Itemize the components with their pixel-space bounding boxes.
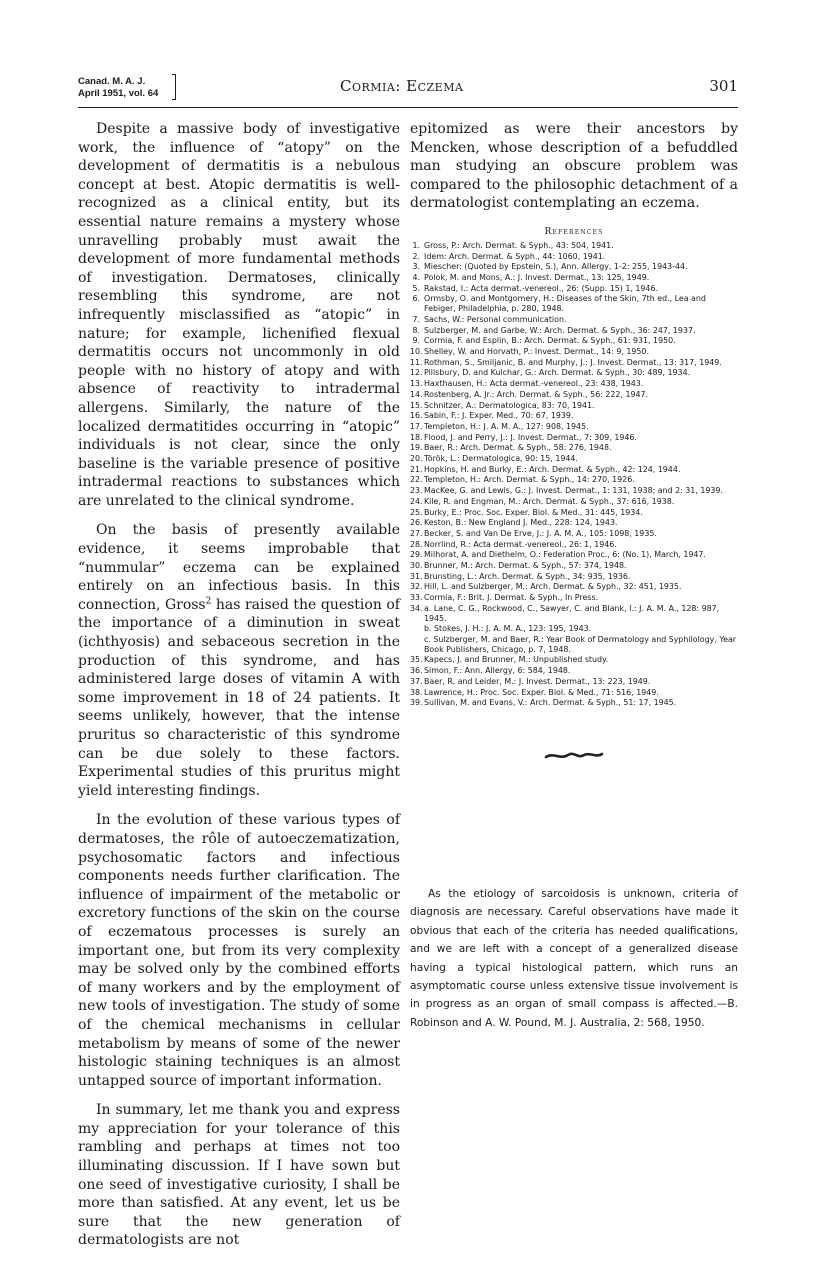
reference-number: 33. <box>410 593 423 603</box>
reference-item <box>410 262 738 272</box>
reference-number <box>410 635 424 654</box>
reference-number: 39. <box>410 698 423 708</box>
reference-number: 6. <box>412 294 420 304</box>
reference-item <box>410 497 738 507</box>
reference-text: Templeton, H.: J. A. M. A., 127: 908, 1945. <box>424 421 589 431</box>
references-heading: References <box>544 226 604 237</box>
reference-item <box>410 315 738 325</box>
paragraph-nummular <box>78 521 400 800</box>
reference-text: b. Stokes, J. H.: J. A. M. A., 123: 195, 1943. <box>424 624 592 634</box>
paragraph-summary: In summary, let me thank you and express my appreciation for your tolerance of this rambling and perhaps at times not too illuminating discussion. If I have sown but one seed of investigative curiosity, I shall be more than satisfied. At any event, let us be sure that the new generation of dermatologists are not <box>78 1102 400 1249</box>
reference-number: 35. <box>410 655 423 665</box>
reference-number: 2. <box>412 251 420 261</box>
reference-item <box>410 550 738 560</box>
reference-number: 5. <box>412 283 420 293</box>
reference-item <box>410 294 738 313</box>
reference-item <box>410 241 738 251</box>
reference-item <box>410 624 738 634</box>
reference-text: Kile, R. and Engman, M.: Arch. Dermat. & Syph., 37: 616, 1938. <box>424 496 675 506</box>
reference-number: 17. <box>410 421 423 431</box>
reference-text: Cormia, F. and Esplin, B.: Arch. Dermat. & Syph., 61: 931, 1950. <box>424 336 676 346</box>
reference-text: MacKee, G. and Lewis, G.: J. Invest. Dermat., 1: 131, 1938; and 2: 31, 1939. <box>424 486 723 496</box>
reference-text: Burky, E.: Proc. Soc. Exper. Biol. & Med., 31: 445, 1934. <box>424 507 643 517</box>
reference-text: Hill, L. and Sulzberger, M.: Arch. Dermat. & Syph., 32: 451, 1935. <box>424 582 682 592</box>
reference-number: 11. <box>410 357 423 367</box>
reference-number: 27. <box>410 528 423 538</box>
bracket-divider <box>172 74 176 100</box>
reference-text: Haxthausen, H.: Acta dermat.-venereol., 23: 438, 1943. <box>424 379 644 389</box>
journal-name: Canad. M. A. J. <box>78 76 146 87</box>
paragraph-continuation: epitomized as were their ancestors by Mencken, whose description of a befuddled man studying an obscure problem was compared to the philosophic detachment of a dermatologist contemplating an eczema. <box>410 121 738 212</box>
reference-number: 37. <box>410 676 423 686</box>
reference-number: 3. <box>412 262 420 272</box>
reference-number: 32. <box>410 582 423 592</box>
reference-item <box>410 475 738 485</box>
reference-text: Rakstad, I.: Acta dermat.-venereol., 26: (Supp. 15) 1, 1946. <box>424 283 658 293</box>
reference-item <box>410 572 738 582</box>
reference-number: 4. <box>412 273 420 283</box>
reference-text: Hopkins, H. and Burky, E.: Arch. Dermat. & Syph., 42: 124, 1944. <box>424 464 681 474</box>
reference-number: 10. <box>410 347 423 356</box>
journal-citation <box>78 76 158 99</box>
reference-text: Gross, P.: Arch. Dermat. & Syph., 43: 504, 1941. <box>424 240 614 250</box>
reference-number: 14. <box>410 389 423 399</box>
reference-item <box>410 347 738 357</box>
reference-number: 29. <box>410 550 423 560</box>
right-column <box>410 120 738 762</box>
reference-number: 13. <box>410 379 423 389</box>
reference-text: a. Lane, C. G., Rockwood, C., Sawyer, C. and Blank, I.: J. A. M. A., 128: 987, 1945. <box>424 603 720 623</box>
reference-item <box>410 677 738 687</box>
reference-item <box>410 252 738 262</box>
reference-item <box>410 433 738 443</box>
reference-text: Polok, M. and Mons, A.: J. Invest. Dermat., 13: 125, 1949. <box>424 273 650 283</box>
reference-item <box>410 529 738 539</box>
reference-text: Sulzberger, M. and Garbe, W.: Arch. Dermat. & Syph., 36: 247, 1937. <box>424 325 696 335</box>
reference-text: Rostenberg, A. Jr.: Arch. Dermat. & Syph., 56: 222, 1947. <box>424 389 649 399</box>
reference-text: c. Sulzberger, M. and Baer, R.: Year Book of Dermatology and Syphilology, Year Book Publishers, Chicago, p. 7, 1948. <box>424 634 737 654</box>
reference-item <box>410 326 738 336</box>
reference-text: Idem: Arch. Dermat. & Syph., 44: 1060, 1941. <box>424 251 606 261</box>
reference-item <box>410 540 738 550</box>
reference-number: 22. <box>410 475 423 485</box>
citation-superscript: 2 <box>205 596 212 607</box>
paragraph-evolution: In the evolution of these various types of dermatoses, the rôle of autoeczematization, psychosomatic factors and infectious components needs further clarification. The influence of impairment of the metabolic or excretory functions of the skin on the course of eczematous processes is surely an important one, but from its very complexity may be solved only by the combined efforts of many workers and by the employment of new tools of investigation. The study of some of the chemical mechanisms in cellular metabolism by means of some of the newer histologic staining techniques is an almost untapped source of important information. <box>78 812 400 1089</box>
reference-item <box>410 561 738 571</box>
reference-number: 30. <box>410 561 423 571</box>
reference-number: 31. <box>410 571 423 581</box>
reference-item <box>410 390 738 400</box>
reference-text: Shelley, W. and Horvath, P.: Invest. Dermat., 14: 9, 1950. <box>424 347 649 356</box>
reference-number: 1. <box>412 240 420 250</box>
reference-item <box>410 604 738 623</box>
reference-number: 15. <box>410 400 423 410</box>
page-header <box>78 72 738 108</box>
reference-item <box>410 358 738 368</box>
reference-number: 8. <box>412 325 420 335</box>
reference-text: Milhorat, A. and Diethelm, O.: Federation Proc., 6: (No. 1), March, 1947. <box>424 550 706 560</box>
reference-number <box>410 624 424 634</box>
reference-text: Keston, B.: New England J. Med., 228: 124, 1943. <box>424 518 618 528</box>
reference-text: Flood, J. and Perry, J.: J. Invest. Dermat., 7: 309, 1946. <box>424 432 637 442</box>
reference-number: 16. <box>410 411 423 421</box>
reference-text: Ormsby, O. and Montgomery, H.: Diseases of the Skin, 7th ed., Lea and Febiger, Philadelphia, p. 280, 1948. <box>424 294 706 314</box>
reference-item <box>410 465 738 475</box>
reference-text: Baer, R.: Arch. Dermat. & Syph., 58: 276, 1948. <box>424 443 612 453</box>
paragraph-nummular-text-b: has raised the question of the importance of a diminution in sweat (ichthyosis) and sebaceous secretion in the production of this syndrome, and has administered large doses of vitamin A with some improvement in 18 of 24 patients. It seems unlikely, however, that the intense pruritus so characteristic of this syndrome can be due solely to these factors. Experimental studies of this pruritus might yield interesting findings. <box>78 596 400 799</box>
reference-item <box>410 411 738 421</box>
reference-text: Rothman, S., Smiljanic, B. and Murphy, J.: J. Invest. Dermat., 13: 317, 1949. <box>424 357 722 367</box>
reference-text: Miescher: (Quoted by Epstein, S.), Ann. Allergy, 1-2: 255, 1943-44. <box>424 262 688 272</box>
reference-item <box>410 655 738 665</box>
reference-text: Török, L.: Dermatologica, 90: 15, 1944. <box>424 454 578 464</box>
reference-text: Pillsbury, D. and Kulchar, G.: Arch. Dermat. & Syph., 30: 489, 1934. <box>424 368 691 378</box>
reference-number: 19. <box>410 443 423 453</box>
reference-number: 24. <box>410 496 423 506</box>
reference-item <box>410 422 738 432</box>
reference-text: Becker, S. and Van De Erve, J.: J. A. M. A., 105: 1098, 1935. <box>424 528 657 538</box>
reference-item <box>410 582 738 592</box>
reference-text: Templeton, H.: Arch. Dermat. & Syph., 14: 270, 1926. <box>424 475 635 485</box>
reference-item <box>410 593 738 603</box>
reference-text: Brunsting, L.: Arch. Dermat. & Syph., 34: 935, 1936. <box>424 571 631 581</box>
reference-number: 34. <box>410 603 423 613</box>
reference-item <box>410 336 738 346</box>
reference-text: Kapecs, J. and Brunner, M.: Unpublished study. <box>424 655 609 665</box>
section-ornament-icon <box>544 748 604 762</box>
journal-issue: April 1951, vol. 64 <box>78 87 159 99</box>
reference-item <box>410 401 738 411</box>
reference-item <box>410 635 738 654</box>
reference-text: Norrlind, R.: Acta dermat.-venereol., 26: 1, 1946. <box>424 539 617 549</box>
reference-number: 26. <box>410 518 423 528</box>
reference-text: Baer, R. and Leider, M.: J. Invest. Dermat., 13: 223, 1949. <box>424 676 651 686</box>
reference-item <box>410 379 738 389</box>
paragraph-nummular-text-a: On the basis of presently available evidence, it seems improbable that “nummular” eczema can be explained entirely on an infectious basis. In this connection, Gross <box>78 522 400 613</box>
reference-item <box>410 486 738 496</box>
references-list <box>410 241 738 708</box>
reference-text: Brunner, M.: Arch. Dermat. & Syph., 57: 374, 1948. <box>424 561 627 571</box>
reference-item <box>410 368 738 378</box>
reference-item <box>410 454 738 464</box>
reference-number: 12. <box>410 368 423 378</box>
reference-number: 21. <box>410 464 423 474</box>
reference-number: 23. <box>410 486 423 496</box>
reference-item <box>410 688 738 698</box>
reference-item <box>410 443 738 453</box>
reference-text: Simon, F.: Ann. Allergy, 6: 584, 1948. <box>424 666 571 676</box>
reference-number: 20. <box>410 454 423 464</box>
reference-item <box>410 666 738 676</box>
reference-number: 7. <box>412 314 420 324</box>
reference-number: 28. <box>410 539 423 549</box>
reference-item <box>410 284 738 294</box>
reference-number: 36. <box>410 666 423 676</box>
paragraph-atopy: Despite a massive body of investigative work, the influence of “atopy” on the development of dermatitis is a nebulous concept at best. Atopic dermatitis is well-recognized as a clinical entity, but its essential nature remains a mystery whose unravelling probably must await the development of more fundamental methods of investigation. Dermatoses, clinically resembling this syndrome, are not infrequently misclassified as “atopic” in nature; for example, lichenified flexual dermatitis occurs not uncommonly in old people with no history of atopy and with absence of reactivity to intradermal allergens. Similarly, the nature of the localized dermatitides occurring in “atopic” individuals is not clear, since the only baseline is the variable presence of positive intradermal reactions to substances which are unrelated to the clinical syndrome. <box>78 121 400 509</box>
reference-text: Cormia, F.: Brit. J. Dermat. & Syph., In Press. <box>424 593 599 603</box>
running-head: Cormia: Eczema <box>340 77 464 95</box>
reference-number: 18. <box>410 432 423 442</box>
reference-number: 25. <box>410 507 423 517</box>
reference-item <box>410 518 738 528</box>
page-number: 301 <box>709 77 738 95</box>
reference-text: Schnitzer, A.: Dermatologica, 83: 70, 1941. <box>424 400 595 410</box>
reference-item <box>410 273 738 283</box>
reference-item <box>410 698 738 708</box>
reference-text: Lawrence, H.: Proc. Soc. Exper. Biol. & Med., 71: 516, 1949. <box>424 687 659 697</box>
reference-number: 9. <box>412 336 420 346</box>
reference-item <box>410 508 738 518</box>
reference-text: Sabin, F.: J. Exper. Med., 70: 67, 1939. <box>424 411 574 421</box>
sarcoidosis-quote: As the etiology of sarcoidosis is unknown, criteria of diagnosis are necessary. Careful observations have made it obvious that each of the criteria has needed qualifications, and we are left with a concept of a generalized disease having a typical histological pattern, which runs an asymptomatic course unless extensive tissue involvement is in progress as an organ of small compass is affected.—B. Robinson and A. W. Pound, M. J. Australia, 2: 568, 1950. <box>410 888 738 1029</box>
reference-text: Sachs, W.: Personal communication. <box>424 314 567 324</box>
reference-text: Sullivan, M. and Evans, V.: Arch. Dermat. & Syph., 51: 17, 1945. <box>424 698 677 708</box>
left-column <box>78 120 400 1261</box>
reference-number: 38. <box>410 687 423 697</box>
